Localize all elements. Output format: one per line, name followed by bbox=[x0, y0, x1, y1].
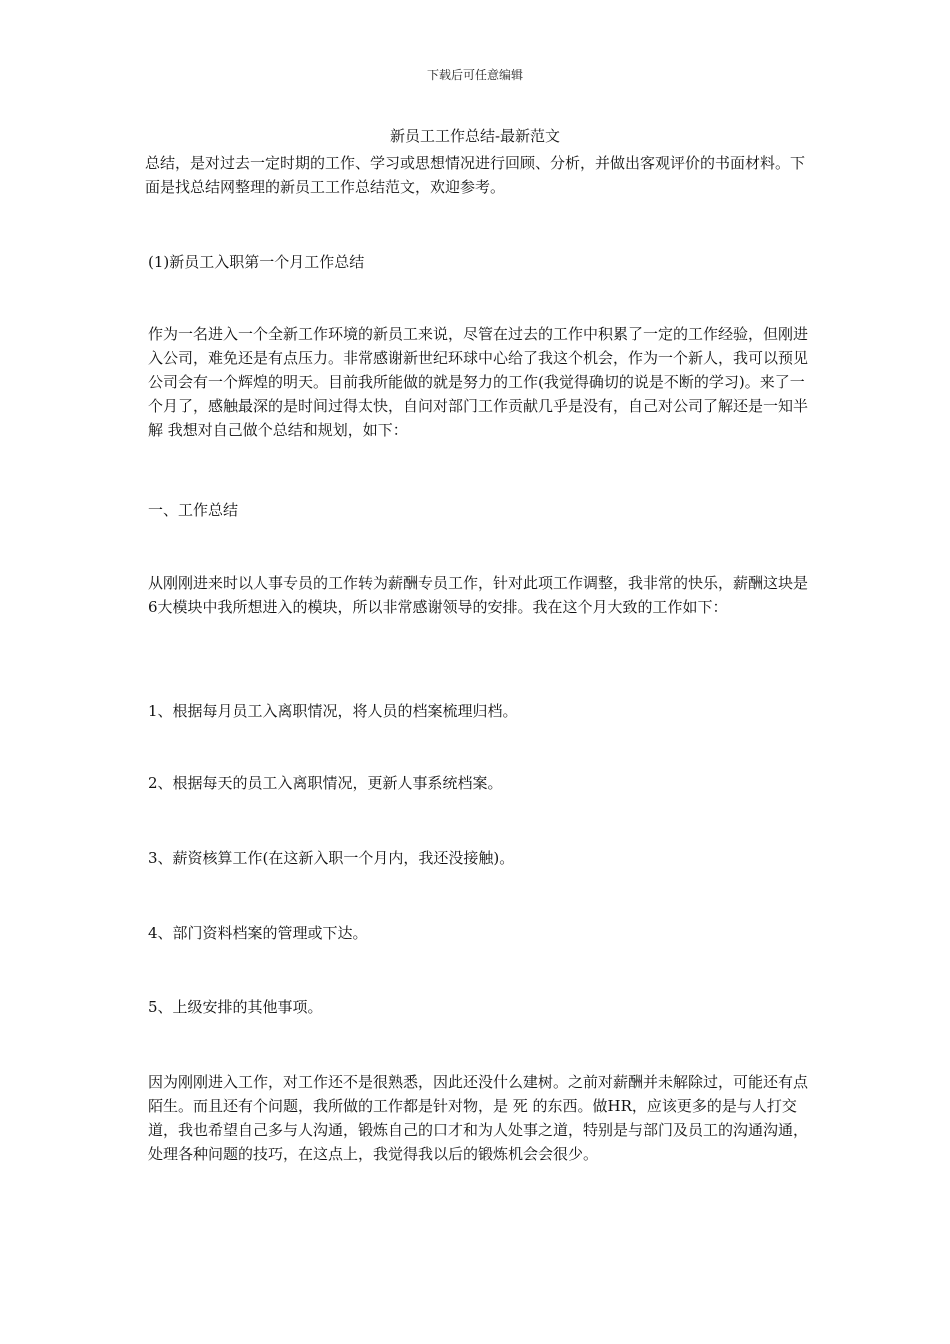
intro-paragraph: 总结，是对过去一定时期的工作、学习或思想情况进行回顾、分析，并做出客观评价的书面材料。下面是找总结网整理的新员工工作总结范文，欢迎参考。 bbox=[145, 154, 806, 196]
list-item: 5、上级安排的其他事项。 bbox=[148, 998, 323, 1016]
page-header-note: 下载后可任意编辑 bbox=[426, 68, 523, 82]
list-item: 4、部门资料档案的管理或下达。 bbox=[148, 924, 368, 942]
list-item: 3、薪资核算工作(在这新入职一个月内，我还没接触)。 bbox=[148, 849, 515, 867]
body-paragraph-3: 因为刚刚进入工作，对工作还不是很熟悉，因此还没什么建树。之前对薪酬并未解除过，可能还有点陌生。而且还有个问题，我所做的工作都是针对物，是 死 的东西。做HR，应该更多的是与人打交道，我也希望自己多与人沟通，锻炼自己的口才和为人处事之道，特别是与部门及员工的沟通沟通，处理各种问题的技巧，在这点上，我觉得我以后的锻炼机会会很少。 bbox=[148, 1073, 809, 1163]
section-heading: (1)新员工入职第一个月工作总结 bbox=[148, 253, 365, 271]
list-item: 2、根据每天的员工入离职情况，更新人事系统档案。 bbox=[148, 774, 503, 792]
body-paragraph-2: 从刚刚进来时以人事专员的工作转为薪酬专员工作，针对此项工作调整，我非常的快乐，薪酬这块是6大模块中我所想进入的模块，所以非常感谢领导的安排。我在这个月大致的工作如下： bbox=[148, 574, 809, 616]
sub-heading-work-summary: 一、工作总结 bbox=[148, 501, 239, 519]
document-title: 新员工工作总结-最新范文 bbox=[389, 127, 561, 145]
body-paragraph-1: 作为一名进入一个全新工作环境的新员工来说，尽管在过去的工作中积累了一定的工作经验，但刚进入公司，难免还是有点压力。非常感谢新世纪环球中心给了我这个机会，作为一个新人，我可以预见公司会有一个辉煌的明天。目前我所能做的就是努力的工作(我觉得确切的说是不断的学习)。来了一个月了，感触最深的是时间过得太快，自问对部门工作贡献几乎是没有，自己对公司了解还是一知半解 我想对自己做个总结和规划，如下： bbox=[148, 325, 809, 439]
list-item: 1、根据每月员工入离职情况，将人员的档案梳理归档。 bbox=[148, 702, 518, 720]
